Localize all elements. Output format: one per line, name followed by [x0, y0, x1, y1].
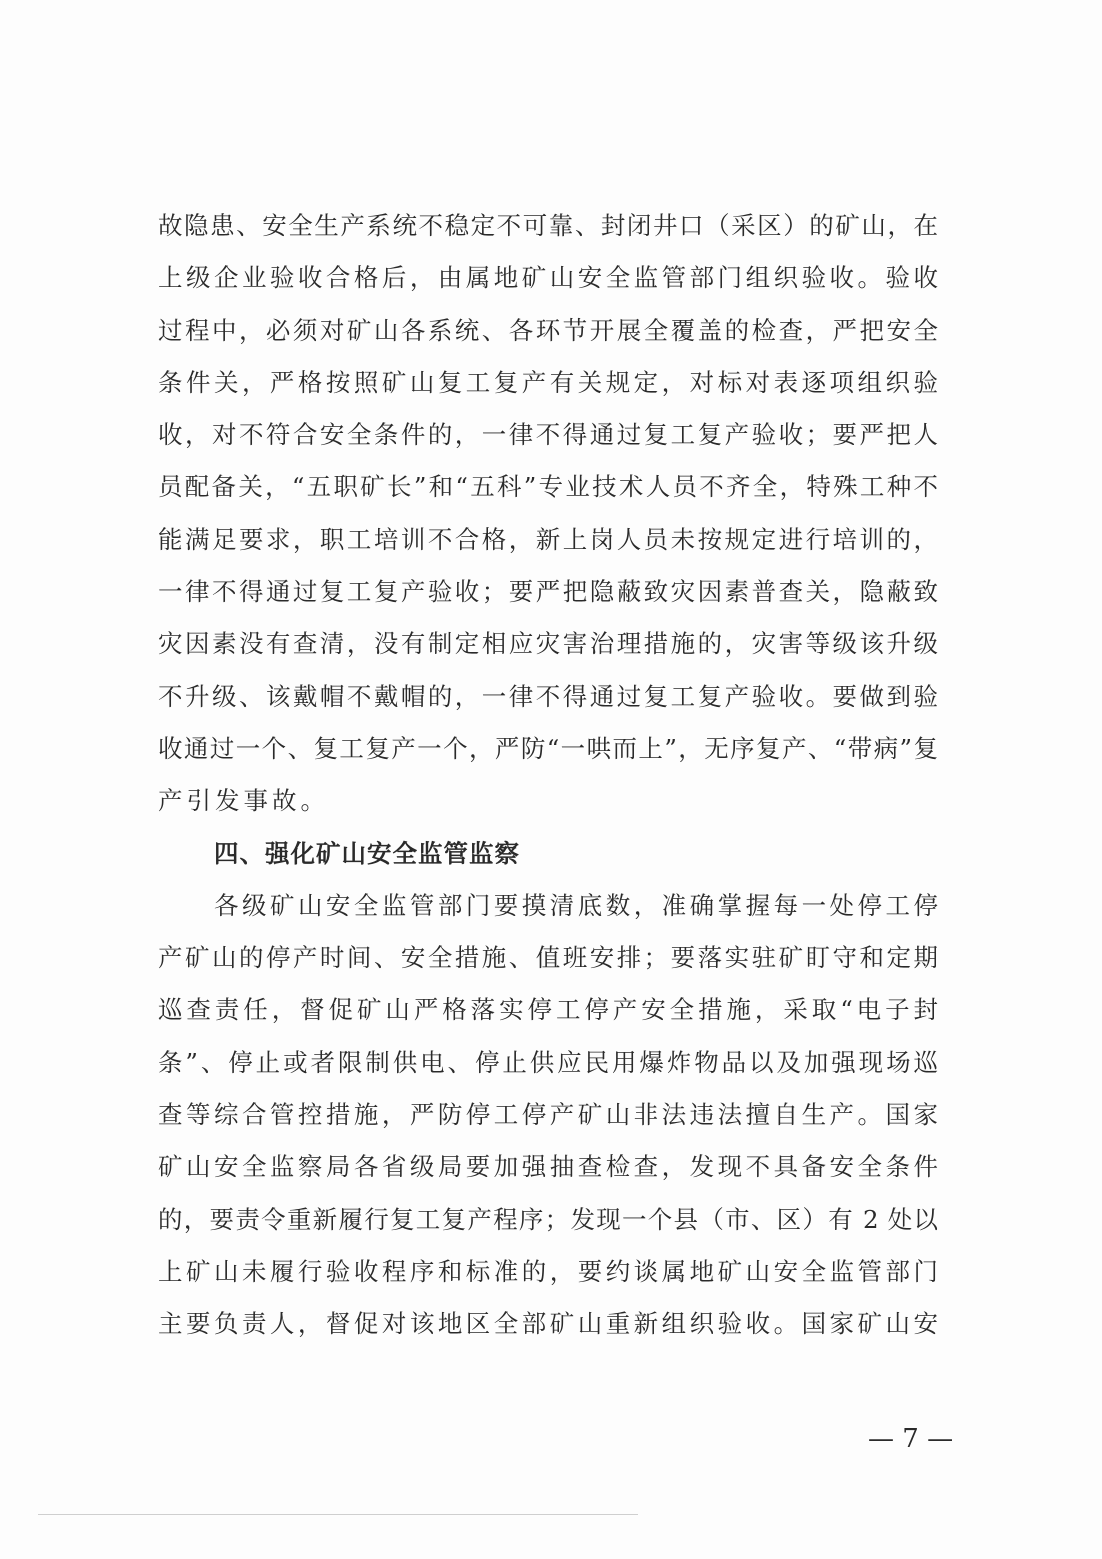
paragraph-line: 上矿山未履行验收程序和标准的，要约谈属地矿山安全监管部门: [158, 1256, 938, 1286]
section-heading: 四、强化矿山安全监管监察: [214, 838, 520, 868]
paragraph-line: 查等综合管控措施，严防停工停产矿山非法违法擅自生产。国家: [158, 1100, 938, 1130]
paragraph-line: 员配备关，“五职矿长”和“五科”专业技术人员不齐全，特殊工种不: [158, 472, 938, 502]
paragraph-line: 主要负责人，督促对该地区全部矿山重新组织验收。国家矿山安: [158, 1309, 938, 1339]
paragraph-line: 矿山安全监察局各省级局要加强抽查检查，发现不具备安全条件: [158, 1152, 938, 1182]
paragraph-line: 灾因素没有查清，没有制定相应灾害治理措施的，灾害等级该升级: [158, 629, 938, 659]
paragraph-line: 产引发事故。: [158, 786, 329, 816]
paragraph-line: 能满足要求，职工培训不合格，新上岗人员未按规定进行培训的，: [158, 524, 938, 554]
paragraph-line: 收，对不符合安全条件的，一律不得通过复工复产验收；要严把人: [158, 420, 938, 450]
footer-divider: [38, 1514, 638, 1515]
paragraph-line: 各级矿山安全监管部门要摸清底数，准确掌握每一处停工停: [214, 890, 938, 920]
paragraph-line: 一律不得通过复工复产验收；要严把隐蔽致灾因素普查关，隐蔽致: [158, 577, 938, 607]
page-number: — 7 —: [868, 1424, 954, 1454]
paragraph-line: 收通过一个、复工复产一个，严防“一哄而上”，无序复产、“带病”复: [158, 733, 938, 763]
paragraph-line: 故隐患、安全生产系统不稳定不可靠、封闭井口（采区）的矿山，在: [158, 211, 938, 240]
body-text: [158, 200, 938, 1351]
paragraph-line: 的，要责令重新履行复工复产程序；发现一个县（市、区）有 2 处以: [158, 1204, 938, 1234]
paragraph-line: 不升级、该戴帽不戴帽的，一律不得通过复工复产验收。要做到验: [158, 681, 938, 711]
paragraph-line: 产矿山的停产时间、安全措施、值班安排；要落实驻矿盯守和定期: [158, 943, 938, 973]
paragraph-line: 上级企业验收合格后，由属地矿山安全监管部门组织验收。验收: [158, 263, 938, 293]
paragraph-line: 过程中，必须对矿山各系统、各环节开展全覆盖的检查，严把安全: [158, 315, 938, 345]
paragraph-line: 条件关，严格按照矿山复工复产有关规定，对标对表逐项组织验: [158, 367, 938, 397]
paragraph-line: 巡查责任，督促矿山严格落实停工停产安全措施，采取“电子封: [158, 995, 938, 1025]
paragraph-line: 条”、停止或者限制供电、停止供应民用爆炸物品以及加强现场巡: [158, 1047, 938, 1077]
